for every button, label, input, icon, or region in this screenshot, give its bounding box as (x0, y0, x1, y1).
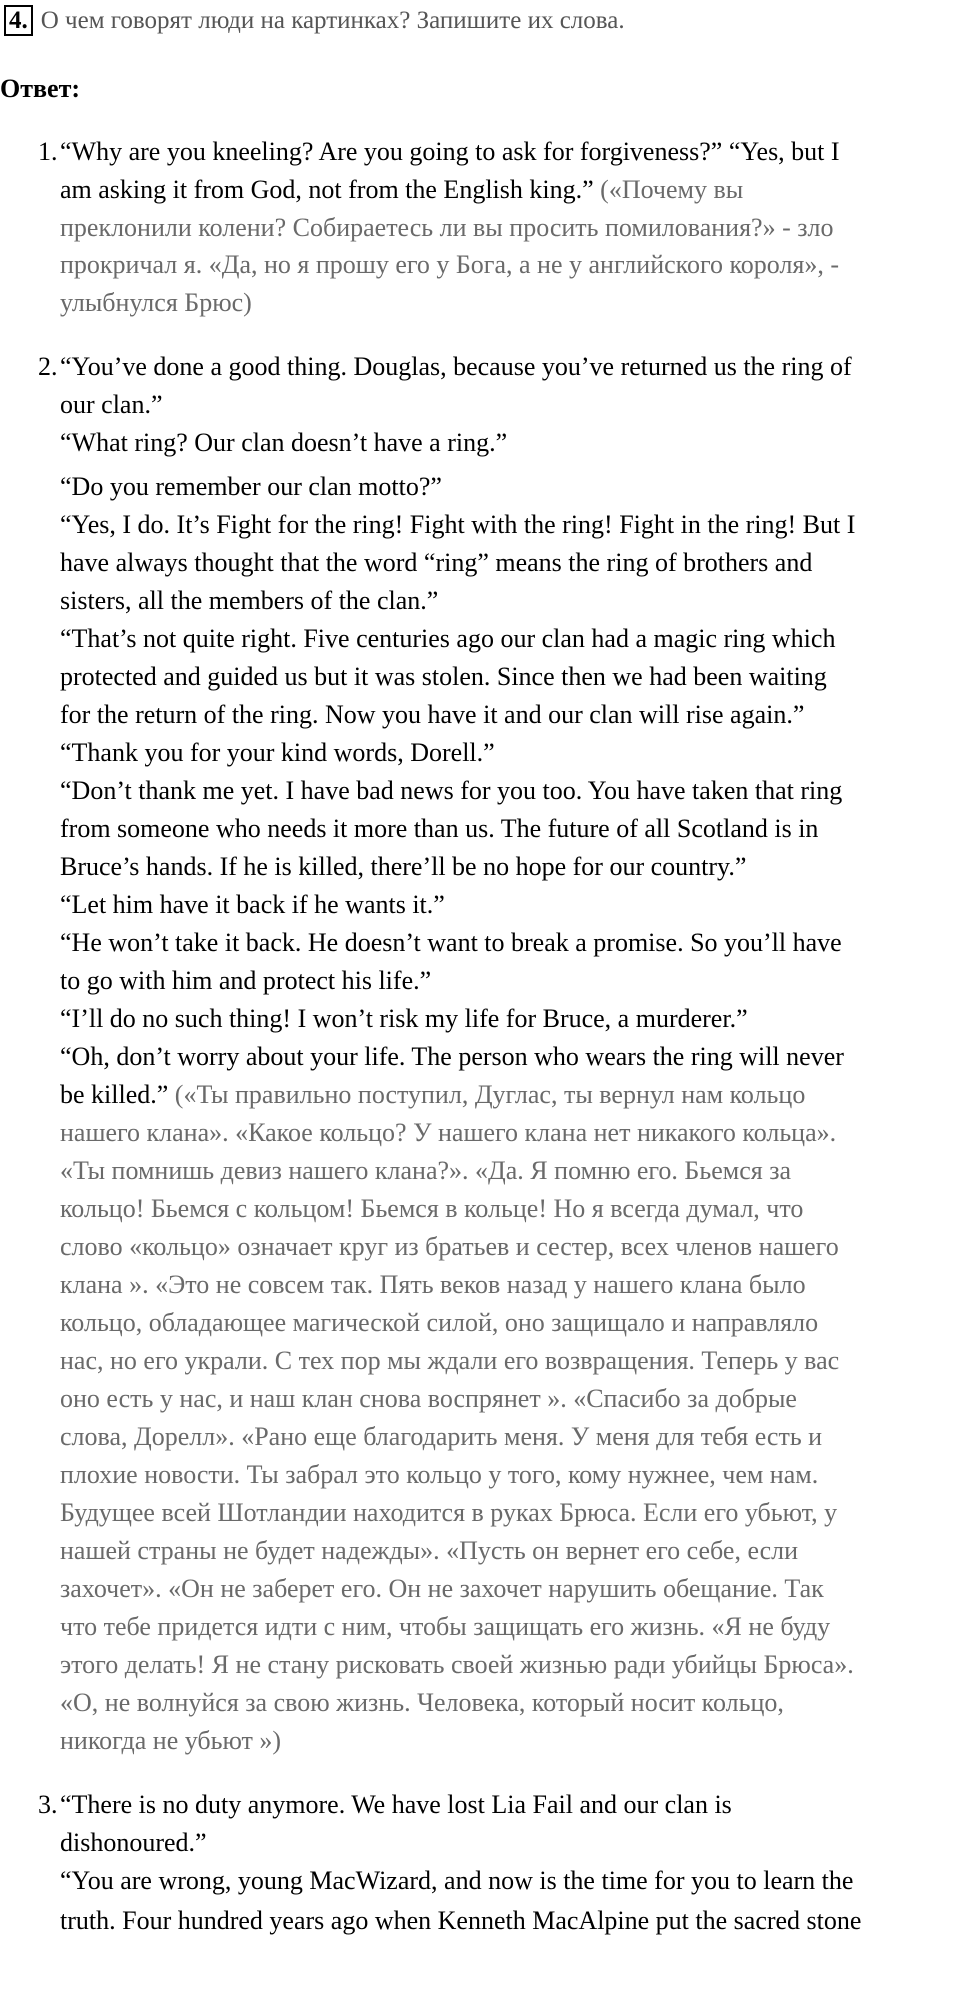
text-line (60, 1686, 784, 1720)
english-text: “Why are you kneeling? Are you going to ask for forgiveness?” “Yes, but I (60, 137, 840, 166)
text-line (60, 508, 855, 542)
english-text: “He won’t take it back. He doesn’t want to break a promise. So you’ll have (60, 928, 842, 957)
text-line (60, 1078, 805, 1112)
english-text: from someone who needs it more than us. The future of all Scotland is in (60, 814, 819, 843)
text-line (60, 660, 827, 694)
text-line (60, 584, 438, 618)
russian-translation: («Ты правильно поступил, Дуглас, ты вернул нам кольцо (174, 1080, 806, 1109)
russian-translation: кольцо, обладающее магической силой, оно защищало и направляло (60, 1308, 819, 1337)
english-text: our clan.” (60, 390, 163, 419)
item-number: 2. (38, 352, 58, 381)
russian-translation: нас, но его украли. С тех пор мы ждали его возвращения. Теперь у вас (60, 1346, 840, 1375)
text-line (60, 736, 495, 770)
russian-translation: что тебе придется идти с ним, чтобы защищать его жизнь. «Я не буду (60, 1612, 831, 1641)
english-text: to go with him and protect his life.” (60, 966, 432, 995)
russian-translation: клана ». «Это не совсем так. Пять веков назад у нашего клана было (60, 1270, 806, 1299)
task-prompt: О чем говорят люди на картинках? Запишите их слова. (40, 7, 625, 34)
russian-translation: «Ты помнишь девиз нашего клана?». «Да. Я помню его. Бьемся за (60, 1156, 792, 1185)
text-line (60, 211, 833, 245)
text-line (60, 388, 163, 422)
text-line (60, 1826, 207, 1860)
russian-translation: преклонили колени? Собираетесь ли вы просить помилования?» - зло (60, 213, 834, 242)
text-line (60, 1230, 839, 1264)
text-line (60, 1864, 853, 1898)
russian-translation: «О, не волнуйся за свою жизнь. Человека, который носит кольцо, (60, 1688, 784, 1717)
text-line (60, 1534, 798, 1568)
russian-translation: прокричал я. «Да, но я прошу его у Бога, а не у английского короля», - (60, 250, 840, 279)
english-text: “Don’t thank me yet. I have bad news for you too. You have taken that ring (60, 776, 843, 805)
text-line (60, 1788, 732, 1822)
text-line (60, 622, 835, 656)
text-line (60, 1724, 281, 1758)
english-text: for the return of the ring. Now you have it and our clan will rise again.” (60, 700, 805, 729)
text-line (60, 470, 442, 504)
text-line (60, 1904, 861, 1938)
russian-translation: захочет». «Он не заберет его. Он не захочет нарушить обещание. Так (60, 1574, 824, 1603)
task-number: 4. (4, 5, 33, 36)
english-text: be killed.” (60, 1080, 175, 1109)
russian-translation: («Почему вы (600, 175, 744, 204)
english-text: “Do you remember our clan motto?” (60, 472, 442, 501)
item-number: 3. (38, 1790, 58, 1819)
english-text: “You’ve done a good thing. Douglas, because you’ve returned us the ring of (60, 352, 852, 381)
text-line (60, 1344, 839, 1378)
russian-translation: нашей страны не будет надежды». «Пусть он вернет его себе, если (60, 1536, 799, 1565)
english-text: “Oh, don’t worry about your life. The person who wears the ring will never (60, 1042, 844, 1071)
english-text: “That’s not quite right. Five centuries ago our clan had a magic ring which (60, 624, 836, 653)
text-line (60, 1382, 797, 1416)
english-text: “Thank you for your kind words, Dorell.” (60, 738, 495, 767)
english-text: “Let him have it back if he wants it.” (60, 890, 445, 919)
text-line (60, 286, 252, 320)
english-text: “There is no duty anymore. We have lost Lia Fail and our clan is (60, 1790, 732, 1819)
english-text: am asking it from God, not from the English king.” (60, 175, 601, 204)
text-line (60, 426, 507, 460)
text-line (60, 1306, 818, 1340)
text-line (60, 812, 818, 846)
text-line (60, 248, 839, 282)
text-line (60, 964, 431, 998)
russian-translation: кольцо! Бьемся с кольцом! Бьемся в кольце! Но я всегда думал, что (60, 1194, 804, 1223)
text-line (60, 1002, 748, 1036)
russian-translation: оно есть у нас, и наш клан снова воспрянет ». «Спасибо за добрые (60, 1384, 797, 1413)
russian-translation: слово «кольцо» означает круг из братьев и сестер, всех членов нашего (60, 1232, 839, 1261)
english-text: “Yes, I do. It’s Fight for the ring! Fight with the ring! Fight in the ring! But I (60, 510, 856, 539)
russian-translation: плохие новости. Ты забрал это кольцо у того, кому нужнее, чем нам. (60, 1460, 819, 1489)
text-line (60, 1458, 818, 1492)
text-line (60, 1496, 837, 1530)
task-header (4, 4, 625, 38)
text-line (60, 774, 842, 808)
text-line (60, 1420, 822, 1454)
english-text: “What ring? Our clan doesn’t have a ring.” (60, 428, 508, 457)
russian-translation: нашего клана». «Какое кольцо? У нашего клана нет никакого кольца». (60, 1118, 837, 1147)
english-text: dishonoured.” (60, 1828, 207, 1857)
russian-translation: слова, Дорелл». «Рано еще благодарить меня. У меня для тебя есть и (60, 1422, 823, 1451)
russian-translation: улыбнулся Брюс) (60, 288, 252, 317)
text-line (60, 1610, 830, 1644)
english-text: truth. Four hundred years ago when Kenneth MacAlpine put the sacred stone (60, 1906, 862, 1935)
english-text: “You are wrong, young MacWizard, and now is the time for you to learn the (60, 1866, 854, 1895)
text-line (60, 1192, 803, 1226)
text-line (60, 926, 842, 960)
text-line (60, 698, 804, 732)
text-line (60, 850, 746, 884)
english-text: Bruce’s hands. If he is killed, there’ll be no hope for our country.” (60, 852, 747, 881)
text-line (60, 350, 852, 384)
russian-translation: Будущее всей Шотландии находится в руках Брюса. Если его убьют, у (60, 1498, 838, 1527)
text-line (60, 173, 743, 207)
text-line (60, 1154, 791, 1188)
text-line (60, 1648, 854, 1682)
item-number: 1. (38, 137, 58, 166)
english-text: protected and guided us but it was stolen. Since then we had been waiting (60, 662, 827, 691)
russian-translation: этого делать! Я не стану рисковать своей жизнью ради убийцы Брюса». (60, 1650, 854, 1679)
text-line (60, 1572, 824, 1606)
text-line (60, 1116, 836, 1150)
text-line (60, 546, 812, 580)
text-line (60, 135, 840, 169)
text-line (60, 888, 445, 922)
text-line (60, 1040, 844, 1074)
text-line (60, 1268, 806, 1302)
english-text: sisters, all the members of the clan.” (60, 586, 439, 615)
answer-label: Ответ: (0, 74, 81, 103)
russian-translation: никогда не убьют ») (60, 1726, 282, 1755)
english-text: have always thought that the word “ring” means the ring of brothers and (60, 548, 813, 577)
english-text: “I’ll do no such thing! I won’t risk my life for Bruce, a murderer.” (60, 1004, 748, 1033)
